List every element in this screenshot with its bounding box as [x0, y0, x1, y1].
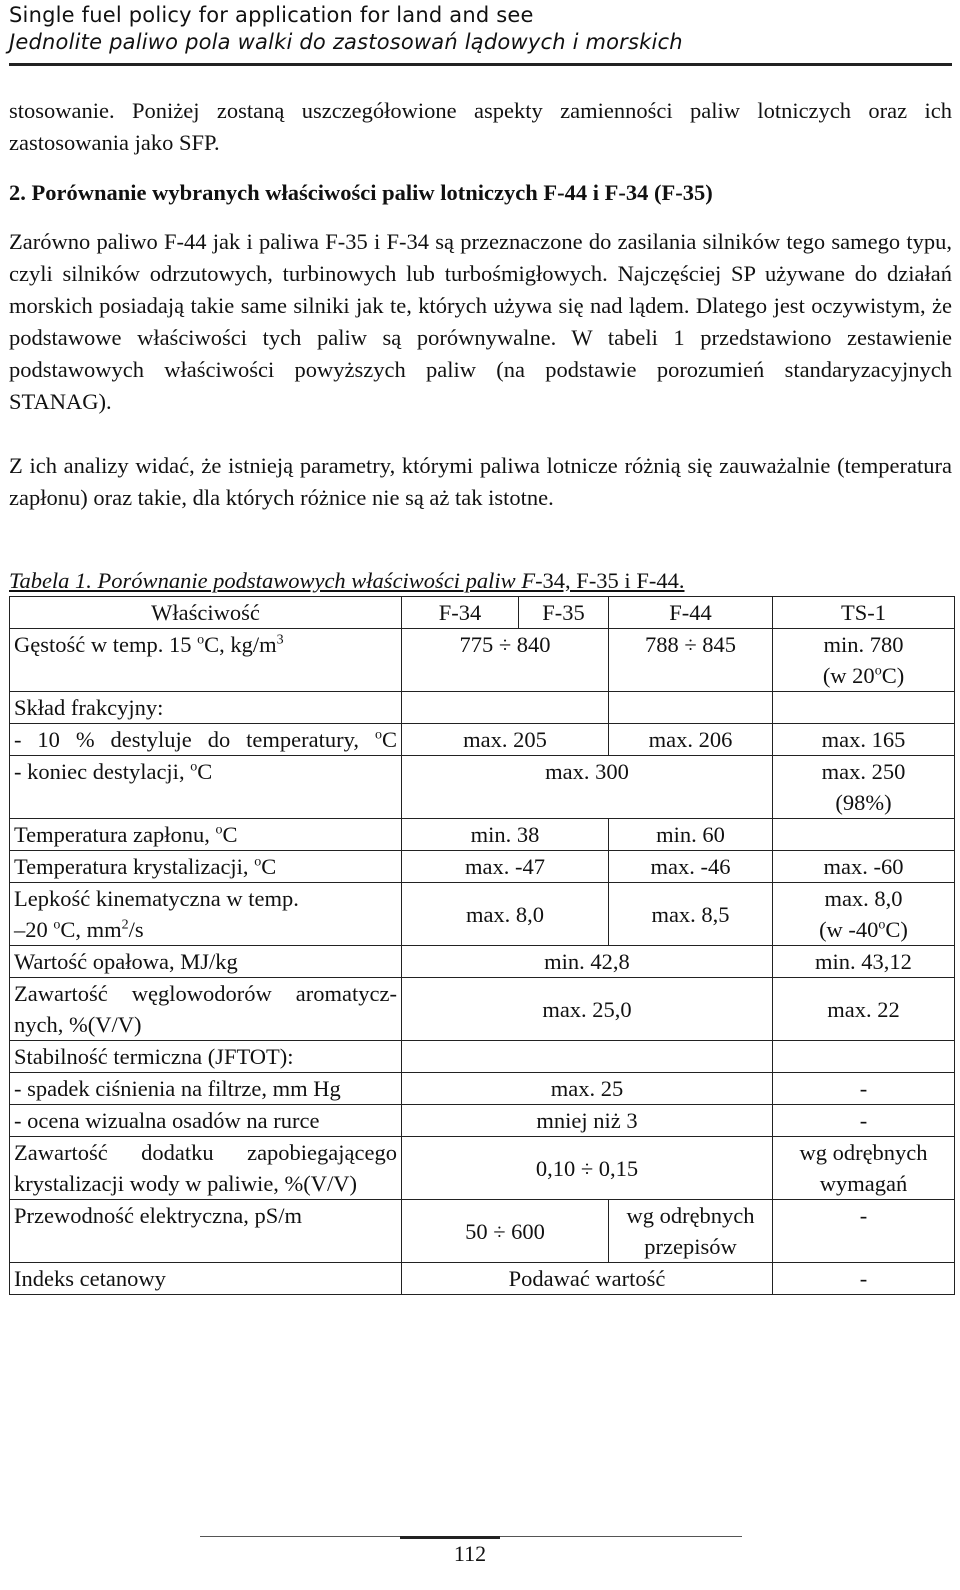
intro-paragraph: stosowanie. Poniżej zostaną uszczegółowione aspekty zamienności paliw lotniczych oraz ich zastosowania jako SFP.: [9, 98, 952, 155]
row-label: Gęstość w temp. 15 $^o$C, $kg/m^3$: [10, 629, 402, 692]
row-label: Zawartość dodatku zapobiegającego krystalizacji wody w paliwie, %(V/V): [10, 1137, 402, 1200]
col-header-ts1: TS-1: [773, 597, 955, 629]
table-row: [10, 1137, 955, 1200]
col-header-f44: F-44: [609, 597, 773, 629]
cell-ts1: [773, 819, 955, 851]
table-row: [10, 756, 955, 819]
table-row: [10, 819, 955, 851]
col-header-f34: F-34: [402, 597, 519, 629]
row-label: Skład frakcyjny:: [10, 692, 402, 724]
col-header-property: Właściwość: [10, 597, 402, 629]
table-row: [10, 883, 955, 946]
row-label: Zawartość węglowodorów aromatycz-nych, %(V/V): [10, 978, 402, 1041]
page-number: 112: [453, 1541, 487, 1566]
table-row: [10, 1041, 955, 1073]
cell-ts1: min. 780 (w 20$^o$C): [773, 629, 955, 692]
cell-ts1: max. -60: [773, 851, 955, 883]
cell-ts1: max. 250 (98%): [773, 756, 955, 819]
table-row: [10, 629, 955, 692]
table-row: [10, 724, 955, 756]
cell-f-all: 0,10 ÷ 0,15: [402, 1137, 773, 1200]
cell-f34-f35: max. 8,0: [402, 883, 609, 946]
cell-f34-f35: 50 ÷ 600: [402, 1200, 609, 1263]
footer-rule-center: [400, 1536, 500, 1539]
running-header: [9, 2, 949, 56]
table-row: [10, 1200, 955, 1263]
cell-f44: max. 8,5: [609, 883, 773, 946]
cell-ts1: wg odrębnych wymagań: [773, 1137, 955, 1200]
cell-f44: max. -46: [609, 851, 773, 883]
row-label: Lepkość kinematyczna w temp. –20 $^o$C, $mm^2/s$: [10, 883, 402, 946]
body-paragraph-1: Zarówno paliwo F-44 jak i paliwa F-35 i F-34 są przeznaczone do zasilania silników tego samego typu, czyli silników odrzutowych, turbinowych lub turbośmigłowych. Najczęściej SP używane do działań morskich posiadają takie same silniki jak te, których używa się nad lądem. Dlatego jest oczywistym, że podstawowe właściwości tych paliw są porównywalne. W tabeli 1 przedstawiono zestawienie podstawowych właściwości powyższych paliw (na podstawie porozumień standaryzacyjnych STANAG).: [9, 229, 952, 414]
table-row: [10, 946, 955, 978]
table-row: [10, 1105, 955, 1137]
cell-f34-f35: max. -47: [402, 851, 609, 883]
cell-ts1: max. 165: [773, 724, 955, 756]
header-polish: Jednolite paliwo pola walki do zastosowań lądowych i morskich: [9, 30, 683, 54]
table-row: [10, 1073, 955, 1105]
row-label: Stabilność termiczna (JFTOT):: [10, 1041, 402, 1073]
cell-ts1: -: [773, 1200, 955, 1263]
fuel-properties-table: [9, 596, 955, 1295]
row-label: Indeks cetanowy: [10, 1263, 402, 1295]
table-row: [10, 692, 955, 724]
cell-ts1: min. 43,12: [773, 946, 955, 978]
cell-f-all: max. 25: [402, 1073, 773, 1105]
cell-f-all: max. 300: [402, 756, 773, 819]
cell-f34-f35: min. 38: [402, 819, 609, 851]
table-row: [10, 851, 955, 883]
cell-f-all: min. 42,8: [402, 946, 773, 978]
cell-ts1: -: [773, 1073, 955, 1105]
cell-ts1: max. 22: [773, 978, 955, 1041]
cell-f44: min. 60: [609, 819, 773, 851]
cell-f34-f35: max. 205: [402, 724, 609, 756]
row-label: Wartość opałowa, MJ/kg: [10, 946, 402, 978]
header-english: Single fuel policy for application for land and see: [9, 3, 534, 27]
cell-f-all: max. 25,0: [402, 978, 773, 1041]
cell-f44: max. 206: [609, 724, 773, 756]
table-row: [10, 1263, 955, 1295]
row-label: - spadek ciśnienia na filtrze, mm Hg: [10, 1073, 402, 1105]
row-label: - ocena wizualna osadów na rurce: [10, 1105, 402, 1137]
cell-ts1: -: [773, 1263, 955, 1295]
cell-f44: wg odrębnych przepisów: [609, 1200, 773, 1263]
table-header-row: [10, 597, 955, 629]
row-label: Przewodność elektryczna, pS/m: [10, 1200, 402, 1263]
cell-f-all: Podawać wartość: [402, 1263, 773, 1295]
cell-f34-f35: 775 ÷ 840: [402, 629, 609, 692]
table-row: [10, 978, 955, 1041]
header-rule: [9, 63, 952, 66]
table-caption: Tabela 1. Porównanie podstawowych właściwości paliw F-34, F-35 i F-44.: [9, 568, 685, 593]
row-label: Temperatura zapłonu, $^o$C: [10, 819, 402, 851]
row-label: - 10 % destyluje do temperatury, $^o$C: [10, 724, 402, 756]
col-header-f35: F-35: [519, 597, 609, 629]
section-heading: 2. Porównanie wybranych właściwości paliw lotniczych F-44 i F-34 (F-35): [9, 180, 713, 205]
cell-f-all: mniej niż 3: [402, 1105, 773, 1137]
row-label: - koniec destylacji, $^o$C: [10, 756, 402, 819]
cell-ts1: max. 8,0 (w -40$^o$C): [773, 883, 955, 946]
cell-ts1: -: [773, 1105, 955, 1137]
cell-f44: 788 ÷ 845: [609, 629, 773, 692]
row-label: Temperatura krystalizacji, $^o$C: [10, 851, 402, 883]
body-paragraph-2: Z ich analizy widać, że istnieją parametry, którymi paliwa lotnicze różnią się zauważalnie (temperatura zapłonu) oraz takie, dla których różnice nie są aż tak istotne.: [9, 453, 952, 510]
